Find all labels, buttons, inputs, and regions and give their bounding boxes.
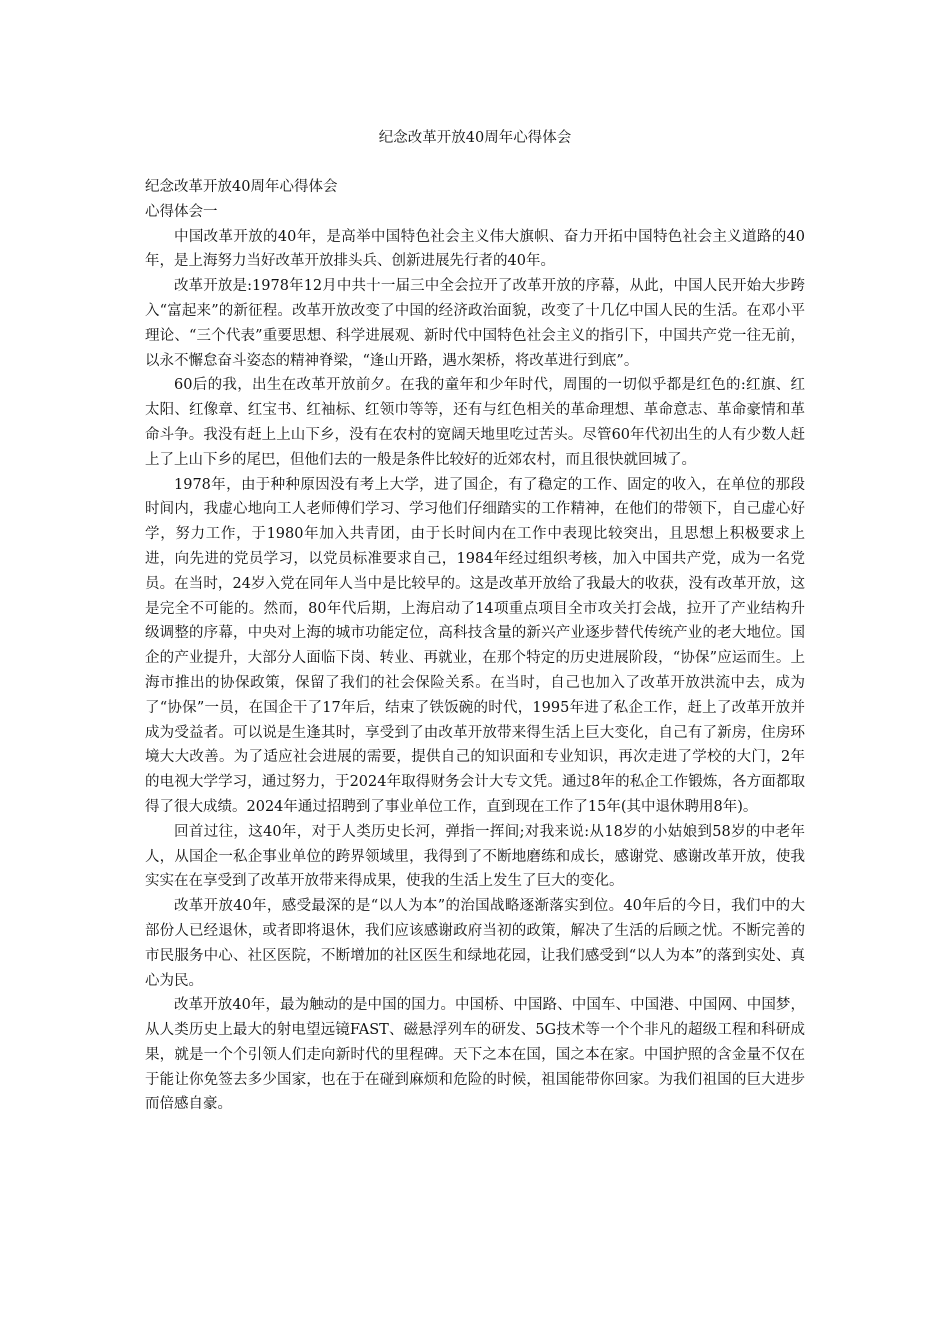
document-body xyxy=(145,175,805,1117)
document-title: 纪念改革开放40周年心得体会 xyxy=(378,130,572,146)
paragraph: 改革开放是:1978年12月中共十一届三中全会拉开了改革开放的序幕，从此，中国人民开始大步跨入“富起来”的新征程。改革开放改变了中国的经济政治面貌，改变了十几亿中国人民的生活。在邓小平理论、“三个代表”重要思想、科学进展观、新时代中国特色社会主义的指引下，中国共产党一往无前，以永不懈怠奋斗姿态的精神脊梁，“逢山开路，遇水架桥，将改革进行到底”。 xyxy=(145,278,805,369)
paragraph: 回首过往，这40年，对于人类历史长河，弹指一挥间;对我来说:从18岁的小姑娘到58岁的中老年人，从国企一私企事业单位的跨界领域里，我得到了不断地磨练和成长，感谢党、感谢改革开放，使我实实在在享受到了改革开放带来得成果，使我的生活上发生了巨大的变化。 xyxy=(145,823,805,890)
paragraph: 中国改革开放的40年，是高举中国特色社会主义伟大旗帜、奋力开拓中国特色社会主义道路的40年，是上海努力当好改革开放排头兵、创新进展先行者的40年。 xyxy=(145,228,805,270)
paragraph: 60后的我，出生在改革开放前夕。在我的童年和少年时代，周围的一切似乎都是红色的:红旗、红太阳、红像章、红宝书、红袖标、红领巾等等，还有与红色相关的革命理想、革命意志、革命豪情和革命斗争。我没有赶上上山下乡，没有在农村的宽阔天地里吃过苦头。尽管60年代初出生的人有少数人赶上了上山下乡的尾巴，但他们去的一般是条件比较好的近郊农村，而且很快就回城了。 xyxy=(145,377,805,468)
paragraph: 改革开放40年，最为触动的是中国的国力。中国桥、中国路、中国车、中国港、中国网、中国梦，从人类历史上最大的射电望远镜FAST、磁悬浮列车的研发、5G技术等一个个非凡的超级工程和科研成果，就是一个个引领人们走向新时代的里程碑。天下之本在国，国之本在家。中国护照的含金量不仅在于能让你免签去多少国家，也在于在碰到麻烦和危险的时候，祖国能带你回家。为我们祖国的巨大进步而倍感自豪。 xyxy=(145,997,805,1113)
paragraph: 改革开放40年，感受最深的是“以人为本”的治国战略逐渐落实到位。40年后的今日，我们中的大部份人已经退休，或者即将退休，我们应该感谢政府当初的政策，解决了生活的后顾之忧。不断完善的市民服务中心、社区医院，不断增加的社区医生和绿地花园，让我们感受到“以人为本”的落到实处、真心为民。 xyxy=(145,898,805,989)
paragraph: 1978年，由于种种原因没有考上大学，进了国企，有了稳定的工作、固定的收入，在单位的那段时间内，我虚心地向工人老师傅们学习、学习他们仔细踏实的工作精神，在他们的带领下，自己虚心好学，努力工作，于1980年加入共青团，由于长时间内在工作中表现比较突出，且思想上积极要求上进，向先进的党员学习，以党员标准要求自己，1984年经过组织考核，加入中国共产党，成为一名党员。在当时，24岁入党在同年人当中是比较早的。这是改革开放给了我最大的收获，没有改革开放，这是完全不可能的。然而，80年代后期，上海启动了14项重点项目全市攻关打会战，拉开了产业结构升级调整的序幕，中央对上海的城市功能定位，高科技含量的新兴产业逐步替代传统产业的老大地位。国企的产业提升，大部分人面临下岗、转业、再就业，在那个特定的历史进展阶段，“协保”应运而生。上海市推出的协保政策，保留了我们的社会保险关系。在当时，自己也加入了改革开放洪流中去，成为了“协保”一员，在国企干了17年后，结束了铁饭碗的时代，1995年进了私企工作，赶上了改革开放并成为受益者。可以说是生逢其时，享受到了由改革开放带来得生活上巨大变化，自己有了新房，住房环境大大改善。为了适应社会进展的需要，提供自己的知识面和专业知识，再次走进了学校的大门，2年的电视大学学习，通过努力，于2024年取得财务会计大专文凭。通过8年的私企工作锻炼，各方面都取得了很大成绩。2024年通过招聘到了事业单位工作，直到现在工作了15年(其中退休聘用8年)。 xyxy=(145,476,805,815)
section-label: 心得体会一 xyxy=(145,203,218,220)
document-heading: 纪念改革开放40周年心得体会 xyxy=(145,179,338,195)
